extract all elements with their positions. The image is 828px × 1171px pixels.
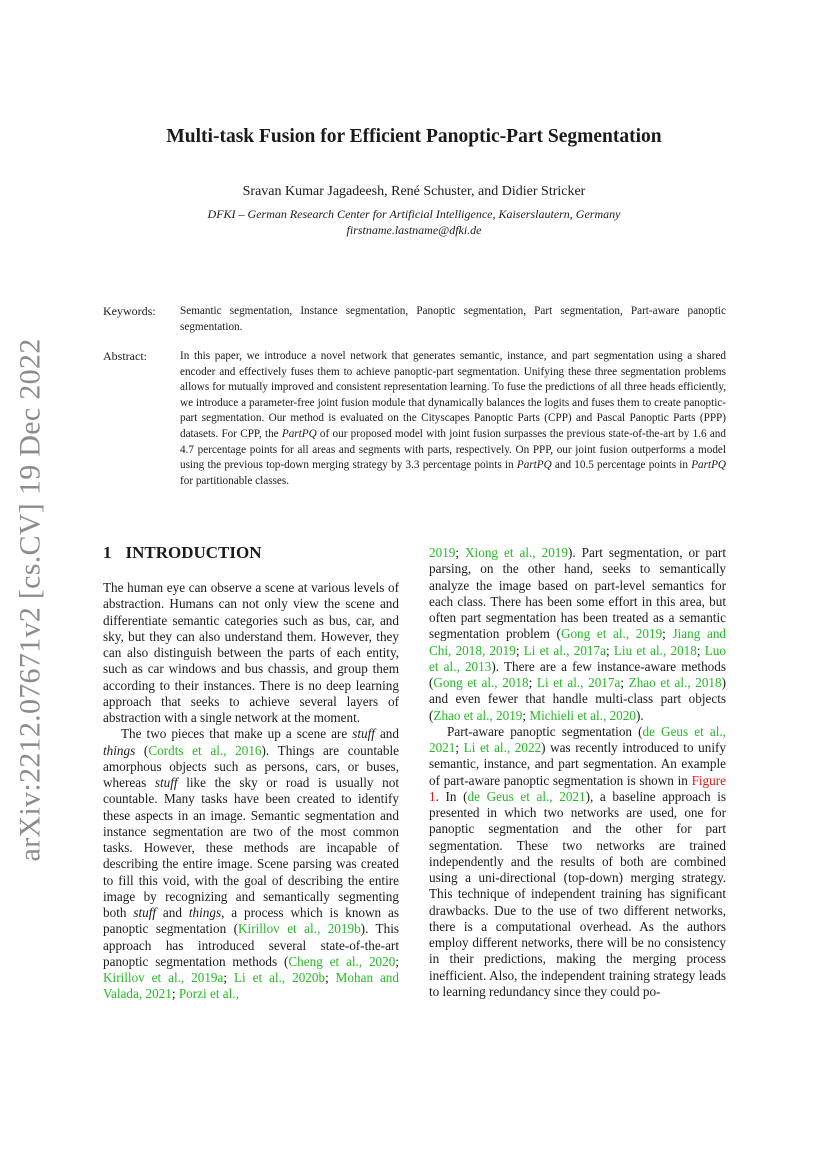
- section-title: INTRODUCTION: [125, 543, 262, 562]
- author-email: firstname.lastname@dfki.de: [346, 223, 482, 237]
- arxiv-side-stamp: [10, 338, 50, 862]
- citation-link[interactable]: de Geus et al., 2021: [467, 788, 586, 804]
- figure-reference-link[interactable]: Figure 1: [429, 772, 726, 804]
- citation-link[interactable]: Mohan and Valada, 2021: [103, 970, 399, 1002]
- keywords-text: Semantic segmentation, Instance segmentation, Panoptic segmentation, Part segmentation, Part-aware panoptic segmentation.: [180, 305, 726, 333]
- keywords-label: Keywords:: [103, 304, 156, 318]
- body-column-right: [429, 545, 726, 1000]
- citation-link[interactable]: Porzi et al.,: [178, 986, 239, 1002]
- section-heading: [103, 543, 262, 563]
- abstract-text: In this paper, we introduce a novel network that generates semantic, instance, and part segmentation using a shared encoder and effectively fuses them to achieve panoptic-part segmentation. Unifying these three segmentation problems allows for mutually improved and consistent representation learning. To fuse the predictions of all three heads efficiently, we introduce a parameter-free joint fusion module that dynamically balances the logits and fuses them to create panoptic-part segmentation. Our method is evaluated on the Cityscapes Panoptic Parts (CPP) and Pascal Panoptic Parts (PPP) datasets. For CPP, the PartPQ of our proposed model with joint fusion surpasses the previous state-of-the-art by 1.6 and 4.7 percentage points for all areas and segments with parts, respectively. On PPP, our joint fusion outperforms a model using the previous top-down merging strategy by 3.3 percentage points in PartPQ and 10.5 percentage points in PartPQ for partitionable classes.: [180, 350, 727, 487]
- affiliation: DFKI – German Research Center for Artificial Intelligence, Kaiserslautern, Germany: [207, 207, 621, 221]
- body-column-left: [103, 580, 399, 1003]
- citation-link[interactable]: Kirillov et al., 2019a: [103, 970, 224, 985]
- citation-link[interactable]: Li et al., 2017a: [523, 642, 606, 658]
- citation-link[interactable]: Li et al., 2022: [463, 740, 542, 755]
- citation-link[interactable]: Cordts et al., 2016: [148, 742, 262, 758]
- citation-link[interactable]: Kirillov et al., 2019b: [238, 921, 361, 937]
- section-number: 1: [103, 543, 112, 562]
- citation-link[interactable]: Gong et al., 2019: [560, 626, 663, 642]
- intro-paragraph-3: Part-aware panoptic segmentation (de Geus et al., 2021; Li et al., 2022) was recently introduced to unify semantic, instance, and part segmentation. An example of part-aware panoptic segmentation is shown in Figure 1. In (de Geus et al., 2021), a baseline approach is presented in which two networks are used, one for panoptic segmentation and the other for part segmentation. These two networks are trained independently and the results of both are combined using a uni-directional (top-down) merging strategy. This technique of independent training has significant drawbacks. Due to the use of two different networks, there is a computational overhead. As the authors employ different networks, there will be no consistency in their predictions, making the merging process inefficient. Also, the independent training strategy leads to learning redundancy since they could po-: [429, 723, 726, 999]
- citation-link[interactable]: Jiang and Chi, 2018, 2019: [429, 626, 727, 658]
- citation-link[interactable]: Gong et al., 2018: [433, 675, 529, 690]
- intro-paragraph-2: The two pieces that make up a scene are stuff and things (Cordts et al., 2016). Things are countable amorphous objects such as persons, cars, or buses, whereas stuff like the sky or road is usually not countable. Many tasks have been created to identify these aspects in an image. Semantic segmentation and instance segmentation are two of the most common tasks. However, these methods are incapable of describing the entire image. Scene parsing was created to fill this void, with the goal of describing the entire image by recognizing and semantically segmenting both stuff and things, a process which is known as panoptic segmentation (Kirillov et al., 2019b). This approach has introduced several state-of-the-art panoptic segmentation methods (Cheng et al., 2020; Kirillov et al., 2019a; Li et al., 2020b; Mohan and Valada, 2021; Porzi et al.,: [103, 726, 400, 1002]
- citation-link[interactable]: Li et al., 2020b: [233, 970, 326, 985]
- citation-link[interactable]: Zhao et al., 2018: [628, 675, 722, 690]
- citation-link[interactable]: Li et al., 2017a: [536, 675, 621, 690]
- intro-paragraph-1: The human eye can observe a scene at various levels of abstraction. Humans can not only view the scene and differentiate semantic categories such as bus, car, and sky, but they can also understand them. However, they can also distinguish between the parts of each entity, such as car windows and bus chassis, and group them according to their instances. There is no deep learning approach that seeks to achieve several layers of abstraction with a single network at the moment.: [103, 580, 399, 725]
- citation-link[interactable]: Zhao et al., 2019: [433, 707, 523, 723]
- citation-link[interactable]: Liu et al., 2018: [613, 642, 697, 658]
- citation-link[interactable]: 2019: [429, 545, 456, 560]
- citation-link[interactable]: Michieli et al., 2020: [529, 707, 636, 723]
- affiliation-block: [0, 206, 828, 238]
- author-list: Sravan Kumar Jagadeesh, René Schuster, and Didier Stricker: [242, 184, 586, 199]
- citation-link[interactable]: Luo et al., 2013: [429, 642, 726, 674]
- paper-title: Multi-task Fusion for Efficient Panoptic-Part Segmentation: [166, 126, 662, 147]
- citation-link[interactable]: Cheng et al., 2020: [288, 953, 396, 969]
- intro-paragraph-2-cont: 2019; Xiong et al., 2019). Part segmentation, or part parsing, on the other hand, seeks to semantically analyze the image based on part-level semantics for each class. There has been some effort in this area, but often part segmentation has been treated as a semantic segmentation problem (Gong et al., 2019; Jiang and Chi, 2018, 2019; Li et al., 2017a; Liu et al., 2018; Luo et al., 2013). There are a few instance-aware methods (Gong et al., 2018; Li et al., 2017a; Zhao et al., 2018) and even fewer that handle multi-class part objects (Zhao et al., 2019; Michieli et al., 2020).: [429, 545, 727, 723]
- citation-link[interactable]: Xiong et al., 2019: [465, 545, 568, 560]
- abstract-label: Abstract:: [103, 349, 147, 363]
- arxiv-identifier: arXiv:2212.07671v2 [cs.CV] 19 Dec 2022: [13, 338, 47, 862]
- citation-link[interactable]: de Geus et al., 2021: [429, 723, 726, 755]
